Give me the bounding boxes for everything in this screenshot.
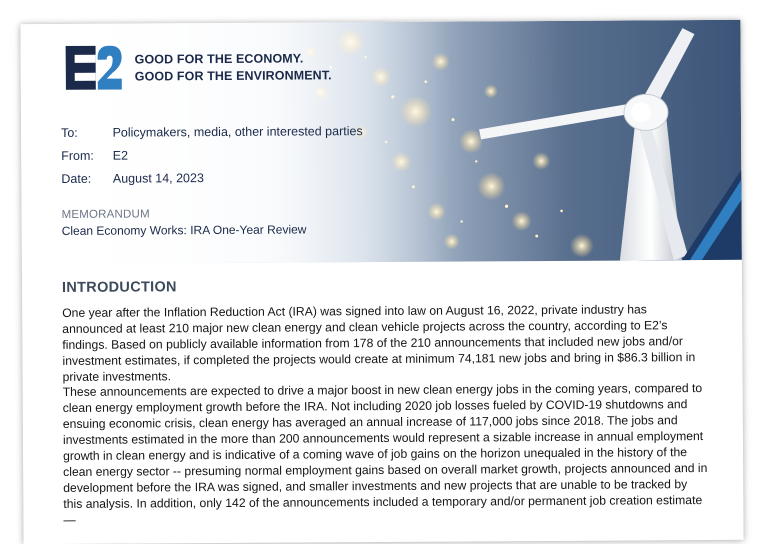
e2-logo — [66, 46, 124, 90]
from-row — [61, 149, 128, 163]
header-banner — [20, 20, 741, 264]
memo-kind: MEMORANDUM — [61, 208, 150, 221]
tagline-line-1: GOOD FOR THE ECONOMY. — [134, 51, 304, 67]
tagline — [135, 50, 332, 85]
to-row — [61, 124, 363, 140]
from-label: From: — [61, 148, 94, 163]
to-label: To: — [61, 125, 78, 140]
blue-corner-accent — [681, 170, 742, 260]
date-row — [61, 171, 204, 186]
date-label: Date: — [61, 171, 92, 186]
from-value: E2 — [112, 148, 129, 163]
paragraph-2: These announcements are expected to drive a major boost in new clean energy jobs in the coming years, compared to clean energy employment growth before the IRA. Not including 2020 job losses fueled by COVID-19 shutdowns and ensuing economic crisis, clean energy has averaged an annual increase of 117,000 jobs since 2018. The jobs and investments estimated in the more than 200 announcements would represent a sizable increase in annual employment growth in clean energy and is indicative of a coming wave of job gains on the horizon unequaled in the history of the clean energy sector -- presuming normal employment gains based on overall market growth, projects announced and in development before the IRA was signed, and smaller investments and new projects that are unable to be tracked by this analysis. In addition, only 142 of the announcements included a temporary and/or permanent job creation estimate — — [62, 381, 708, 527]
memo-title: Clean Economy Works: IRA One-Year Review — [61, 222, 307, 238]
section-heading: INTRODUCTION — [61, 279, 177, 296]
tagline-line-2: GOOD FOR THE ENVIRONMENT. — [134, 68, 332, 84]
paragraph-1: One year after the Inflation Reduction Act (IRA) was signed into law on August 16, 2022, private industry has announced at least 210 major new clean energy and clean vehicle projects across the country, according to E2’s findings. Based on publicly available information from 178 of the 210 announcements that included new jobs and/or investment estimates, if completed the projects would create at minimum 74,181 new jobs and bring in $86.3 billion in private investments. — [62, 302, 696, 384]
date-value: August 14, 2023 — [112, 171, 204, 186]
to-value: Policymakers, media, other interested parties — [112, 124, 363, 140]
memo-page — [20, 20, 743, 544]
